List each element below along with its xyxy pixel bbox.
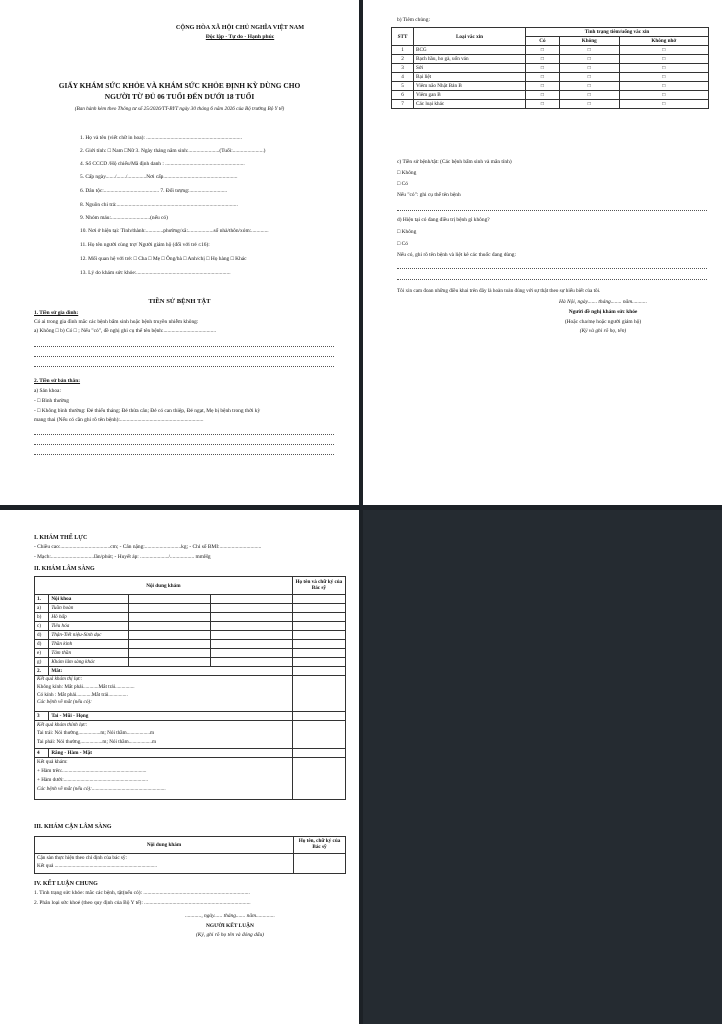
internal-item: Tuần hoàn xyxy=(49,604,129,613)
ent-line: Tai phải: Nói thường.................m; Nói thầm..................m xyxy=(37,738,157,745)
col-yes: Có xyxy=(526,37,560,46)
requester-note: (Hoặc cha/mẹ hoặc người giám hộ) xyxy=(564,319,642,325)
vaccine-name: BCG xyxy=(414,46,526,55)
field-id[interactable]: 4. Số CCCD /Hộ chiếu/Mã định danh : ........................................................... xyxy=(80,161,245,167)
blank-line[interactable] xyxy=(397,279,707,280)
internal-doctor-cell[interactable] xyxy=(292,649,345,658)
sign-date[interactable]: Hà Nội, ngày....... tháng........ năm........... xyxy=(559,299,647,305)
internal-result-cell[interactable] xyxy=(210,604,292,613)
eye-line: Các bệnh về mắt (nếu có): xyxy=(37,699,92,706)
internal-result-cell[interactable] xyxy=(129,613,211,622)
internal-doctor-cell[interactable] xyxy=(292,604,345,613)
lab-col-content: Nội dung khám xyxy=(35,837,294,854)
internal-result-cell[interactable] xyxy=(210,649,292,658)
ent-num: 3 xyxy=(35,712,49,721)
internal-result-cell[interactable] xyxy=(210,631,292,640)
eye-label: Mắt: xyxy=(49,667,292,676)
form-subtitle: (Ban hành kèm theo Thông tư số 25/2026/TT-BYT ngày 30 tháng 6 năm 2026 của Bộ trưởng Bộ Y tế) xyxy=(74,106,285,112)
clinical-table xyxy=(34,576,346,800)
vaccine-name: Bại liệt xyxy=(414,73,526,82)
page-3 xyxy=(0,510,359,1024)
col-status: Tình trạng tiêm/uống vắc xin xyxy=(526,28,709,37)
table-row xyxy=(392,91,709,100)
internal-result-cell[interactable] xyxy=(129,604,211,613)
internal-key: e) xyxy=(35,649,49,658)
vaccine-no-checkbox[interactable]: □ xyxy=(559,100,619,109)
vaccine-forgot-checkbox[interactable]: □ xyxy=(619,55,708,64)
conclusion-line-1[interactable]: 1. Tình trạng sức khỏe: mắc các bệnh, tật(nếu có): ............................................................................... xyxy=(34,890,250,896)
dental-line: Kết quả khám: xyxy=(37,759,68,765)
field-guardian[interactable]: 11. Họ tên người cùng trợ/ Người giám hộ (đối với trẻ ≤16): xyxy=(80,242,210,248)
internal-key: c) xyxy=(35,622,49,631)
table-row xyxy=(392,64,709,73)
field-payer[interactable]: 8. Nguồn chi trả:.......................................................................................... xyxy=(80,202,238,208)
c-history-title: c) Tiền sử bệnh/tật: (Các bệnh bẩm sinh và mãn tính) xyxy=(397,159,512,165)
self-history-title: 2. Tiền sử bản thân: xyxy=(34,378,81,384)
commitment: Tôi xin cam đoan những điều khai trên đây là hoàn toàn đúng với sự thật theo sự hiểu biết của tôi. xyxy=(397,288,601,294)
lab-results[interactable] xyxy=(35,854,294,874)
eye-line: Kết quả khám thị lực: xyxy=(37,676,83,682)
vaccine-name: Viêm gan B xyxy=(414,91,526,100)
clinical-exam-title: II. KHÁM LÂM SÀNG xyxy=(34,566,95,572)
vaccine-forgot-checkbox[interactable]: □ xyxy=(619,100,708,109)
vaccine-name: Viêm não Nhật Bản B xyxy=(414,82,526,91)
vaccine-no-checkbox[interactable]: □ xyxy=(559,46,619,55)
internal-doctor-cell[interactable] xyxy=(292,631,345,640)
family-options[interactable]: a) Không □ b) Có □ ; Nếu "có", đề nghị ghi cụ thể tên bệnh:....................................... xyxy=(34,328,217,334)
dental-line: Các bệnh về mắt (nếu có):......................................................... xyxy=(37,785,166,792)
field-reason[interactable]: 13. Lý do khám sức khỏe:...................................................................... xyxy=(80,270,231,276)
vaccine-stt: 2 xyxy=(392,55,414,64)
vaccine-no-checkbox[interactable]: □ xyxy=(559,55,619,64)
internal-result-cell[interactable] xyxy=(129,658,211,667)
table-row xyxy=(35,640,346,649)
vaccine-stt: 4 xyxy=(392,73,414,82)
lab-exam-title: III. KHÁM CẬN LÂM SÀNG xyxy=(34,824,112,830)
physical-exam-title: I. KHÁM THỂ LỰC xyxy=(34,535,88,541)
col-stt: STT xyxy=(392,28,414,46)
d-treatment-title: d) Hiện tại có đang điều trị bệnh gì không? xyxy=(397,217,490,223)
internal-key: đ) xyxy=(35,640,49,649)
vaccine-forgot-checkbox[interactable]: □ xyxy=(619,64,708,73)
blank-line[interactable] xyxy=(34,434,334,435)
internal-label: Nội khoa xyxy=(49,595,129,604)
blank-line[interactable] xyxy=(397,268,707,269)
internal-result-cell[interactable] xyxy=(210,640,292,649)
ent-line: Tai trái: Nói thường.................m; Nói thầm..................m xyxy=(37,730,155,737)
internal-key: b) xyxy=(35,613,49,622)
internal-item: Tiêu hóa xyxy=(49,622,129,631)
blank-line[interactable] xyxy=(34,454,334,455)
table-row xyxy=(35,604,346,613)
table-row xyxy=(392,73,709,82)
internal-result-cell[interactable] xyxy=(210,613,292,622)
vaccine-forgot-checkbox[interactable]: □ xyxy=(619,91,708,100)
internal-result-cell[interactable] xyxy=(129,649,211,658)
internal-result-cell[interactable] xyxy=(129,631,211,640)
table-row xyxy=(35,613,346,622)
lab-table xyxy=(34,836,346,874)
vaccine-yes-checkbox[interactable]: □ xyxy=(526,73,560,82)
dental-results[interactable] xyxy=(35,758,293,800)
eye-line: Có kính : Mắt phải............Mắt trái............... xyxy=(37,691,128,698)
internal-item: Thận-Tiết niệu-Sinh dục xyxy=(49,631,129,640)
col-vaccine: Loại vắc xin xyxy=(414,28,526,46)
normal-option[interactable]: - □ Bình thường xyxy=(34,398,69,404)
field-blood[interactable]: 9. Nhóm máu:.............................(nếu có) xyxy=(80,215,168,221)
requester-title: Người đề nghị khám sức khỏe xyxy=(568,309,638,315)
d-no-option[interactable]: □ Không xyxy=(397,229,417,235)
vaccine-forgot-checkbox[interactable]: □ xyxy=(619,46,708,55)
table-row xyxy=(35,658,346,667)
c-no-option[interactable]: □ Không xyxy=(397,170,417,176)
internal-key: d) xyxy=(35,631,49,640)
internal-result-cell[interactable] xyxy=(210,622,292,631)
vaccine-no-checkbox[interactable]: □ xyxy=(559,82,619,91)
conclusion-title: IV. KẾT LUẬN CHUNG xyxy=(34,881,98,887)
vaccine-name: Các loại khác xyxy=(414,100,526,109)
vaccine-stt: 5 xyxy=(392,82,414,91)
motto: Độc lập - Tự do - Hạnh phúc xyxy=(205,34,275,40)
internal-doctor-cell[interactable] xyxy=(292,640,345,649)
ent-line: Kết quả khám thính lực: xyxy=(37,722,88,728)
signer-title: NGƯỜI KẾT LUẬN xyxy=(206,923,254,929)
national-title: CỘNG HÒA XÃ HỘI CHỦ NGHĨA VIỆT NAM xyxy=(175,24,305,31)
internal-num: 1. xyxy=(35,595,49,604)
dental-label: Răng - Hàm - Mặt xyxy=(49,749,292,758)
vaccine-yes-checkbox[interactable]: □ xyxy=(526,82,560,91)
field-issue[interactable]: 5. Cấp ngày......./......./..............Nơi cấp....................................................... xyxy=(80,174,238,180)
internal-item: Khám lâm sàng khác xyxy=(49,658,129,667)
vaccine-no-checkbox[interactable]: □ xyxy=(559,64,619,73)
conclusion-line-2[interactable]: 2. Phân loại sức khoẻ (theo quy định của Bộ Y tế): ............................................................................... xyxy=(34,900,251,906)
internal-key: a) xyxy=(35,604,49,613)
blank-line[interactable] xyxy=(34,346,334,347)
col-content: Nội dung khám xyxy=(35,577,293,595)
internal-item: Tâm thần xyxy=(49,649,129,658)
dental-num: 4 xyxy=(35,749,49,758)
vaccine-no-checkbox[interactable]: □ xyxy=(559,91,619,100)
page-1 xyxy=(0,0,359,505)
vaccine-stt: 7 xyxy=(392,100,414,109)
ent-label: Tai - Mũi - Họng xyxy=(49,712,292,721)
history-title: TIỀN SỬ BỆNH TẬT xyxy=(148,298,211,305)
empty-dark-area xyxy=(363,510,722,1024)
vaccine-forgot-checkbox[interactable]: □ xyxy=(619,82,708,91)
vaccine-no-checkbox[interactable]: □ xyxy=(559,73,619,82)
signer-note: (Ký, ghi rõ họ tên và đóng dấu) xyxy=(196,932,264,938)
lab-line: Kết quả ............................................................................... xyxy=(37,863,158,870)
field-ethnic[interactable]: 6. Dân tộc:......................................... 7. Đối tượng:............................ xyxy=(80,188,228,194)
eye-results[interactable] xyxy=(35,676,293,712)
internal-result-cell[interactable] xyxy=(129,622,211,631)
family-question: Có ai trong gia đình mắc các bệnh bẩm sinh hoặc bệnh truyền nhiễm không: xyxy=(34,319,199,325)
vaccine-name: Bạch hầu, ho gà, uốn ván xyxy=(414,55,526,64)
lab-col-doctor: Họ tên, chữ ký của Bác sỹ xyxy=(294,837,346,854)
page-2 xyxy=(363,0,722,505)
table-row xyxy=(392,82,709,91)
conclusion-date[interactable]: ............, ngày...... tháng....... năm.............. xyxy=(185,913,275,919)
abnormal-option-cont: mang thai (Nếu có cần ghi rõ tên bệnh):.............................................................. xyxy=(34,417,204,423)
dental-line: + Hàm trên:................................................................. xyxy=(37,767,147,774)
lab-line: Cận sàn thực hiện theo chỉ định của bác sỹ: xyxy=(37,855,127,861)
c-detail-label: Nếu "có": ghi cụ thể tên bệnh xyxy=(397,192,461,198)
vaccine-title: b) Tiêm chủng: xyxy=(397,17,430,23)
table-row xyxy=(35,649,346,658)
c-yes-option[interactable]: □ Có xyxy=(397,181,408,187)
form-title-1: GIẤY KHÁM SỨC KHỎE VÀ KHÁM SỨC KHỎE ĐỊNH KỲ DÙNG CHO xyxy=(58,81,301,90)
internal-item: Hô hấp xyxy=(49,613,129,622)
d-detail-label: Nếu có, ghi rõ tên bệnh và liệt kê các thuốc đang dùng: xyxy=(397,252,517,258)
vaccine-name: Sởi xyxy=(414,64,526,73)
col-no: Không xyxy=(559,37,619,46)
table-row xyxy=(392,100,709,109)
internal-doctor-cell[interactable] xyxy=(292,658,345,667)
table-row xyxy=(392,46,709,55)
internal-key: g) xyxy=(35,658,49,667)
table-row xyxy=(35,631,346,640)
vaccine-stt: 3 xyxy=(392,64,414,73)
internal-item: Thần kinh xyxy=(49,640,129,649)
blank-line[interactable] xyxy=(34,356,334,357)
internal-doctor-cell[interactable] xyxy=(292,622,345,631)
table-row xyxy=(35,622,346,631)
field-name[interactable]: 1. Họ và tên (viết chữ in hoa): ....................................................................... xyxy=(80,135,242,141)
vaccine-yes-checkbox[interactable]: □ xyxy=(526,46,560,55)
family-history-title: 1. Tiền sử gia đình: xyxy=(34,310,79,316)
blank-line[interactable] xyxy=(34,444,334,445)
table-row xyxy=(392,55,709,64)
internal-doctor-cell[interactable] xyxy=(292,613,345,622)
blank-line[interactable] xyxy=(34,366,334,367)
eye-num: 2. xyxy=(35,667,49,676)
blank-line[interactable] xyxy=(397,210,707,211)
vaccine-yes-checkbox[interactable]: □ xyxy=(526,64,560,73)
internal-result-cell[interactable] xyxy=(129,640,211,649)
vaccine-yes-checkbox[interactable]: □ xyxy=(526,100,560,109)
col-forgot: Không nhớ xyxy=(619,37,708,46)
field-address[interactable]: 10. Nơi ở hiện tại: Tỉnh/thành:.............phường/xã:...................số nhà/thôn/xóm:............. xyxy=(80,228,269,234)
physical-line-1[interactable]: - Chiều cao:.....................................cm; - Cân nặng:...........................kg; - Chỉ số BMI:............................... xyxy=(34,544,262,550)
abnormal-option[interactable]: - □ Không bình thường: Đẻ thiếu tháng; Đẻ thừa cân; Đẻ có can thiệp, Đẻ ngạt, Mẹ bị bệnh trong thời kỳ xyxy=(34,408,261,414)
field-relation[interactable]: 12. Mối quan hệ với trẻ: □ Cha □ Mẹ □ Ông/bà □ Anh/chị □ Họ hàng □ Khác xyxy=(80,256,247,262)
vaccine-stt: 6 xyxy=(392,91,414,100)
internal-result-cell[interactable] xyxy=(210,658,292,667)
dental-line: + Hàm dưới:................................................................. xyxy=(37,776,148,783)
vaccine-table xyxy=(391,27,709,109)
field-gender-dob[interactable]: 2. Giới tính: □ Nam □Nữ 3. Ngày tháng năm sinh:.......................(Tuổi:.......................) xyxy=(80,148,266,154)
vaccine-yes-checkbox[interactable]: □ xyxy=(526,55,560,64)
ent-results[interactable] xyxy=(35,721,293,749)
d-yes-option[interactable]: □ Có xyxy=(397,241,408,247)
vaccine-forgot-checkbox[interactable]: □ xyxy=(619,73,708,82)
eye-line: Không kính: Mắt phải............Mắt trái............... xyxy=(37,683,135,690)
vaccine-yes-checkbox[interactable]: □ xyxy=(526,91,560,100)
form-title-2: NGƯỜI TỪ ĐỦ 06 TUỔI ĐẾN DƯỚI 18 TUỔI xyxy=(104,92,255,101)
col-doctor: Họ tên và chữ ký của Bác sỹ xyxy=(292,577,345,595)
requester-sign-note: (Ký và ghi rõ họ, tên) xyxy=(579,328,627,334)
physical-line-2[interactable]: - Mạch:................................lần/phút; - Huyết áp: ...................../.................. mmHg xyxy=(34,554,211,560)
obstetric-label: a) Sản khoa: xyxy=(34,388,61,394)
vaccine-stt: 1 xyxy=(392,46,414,55)
